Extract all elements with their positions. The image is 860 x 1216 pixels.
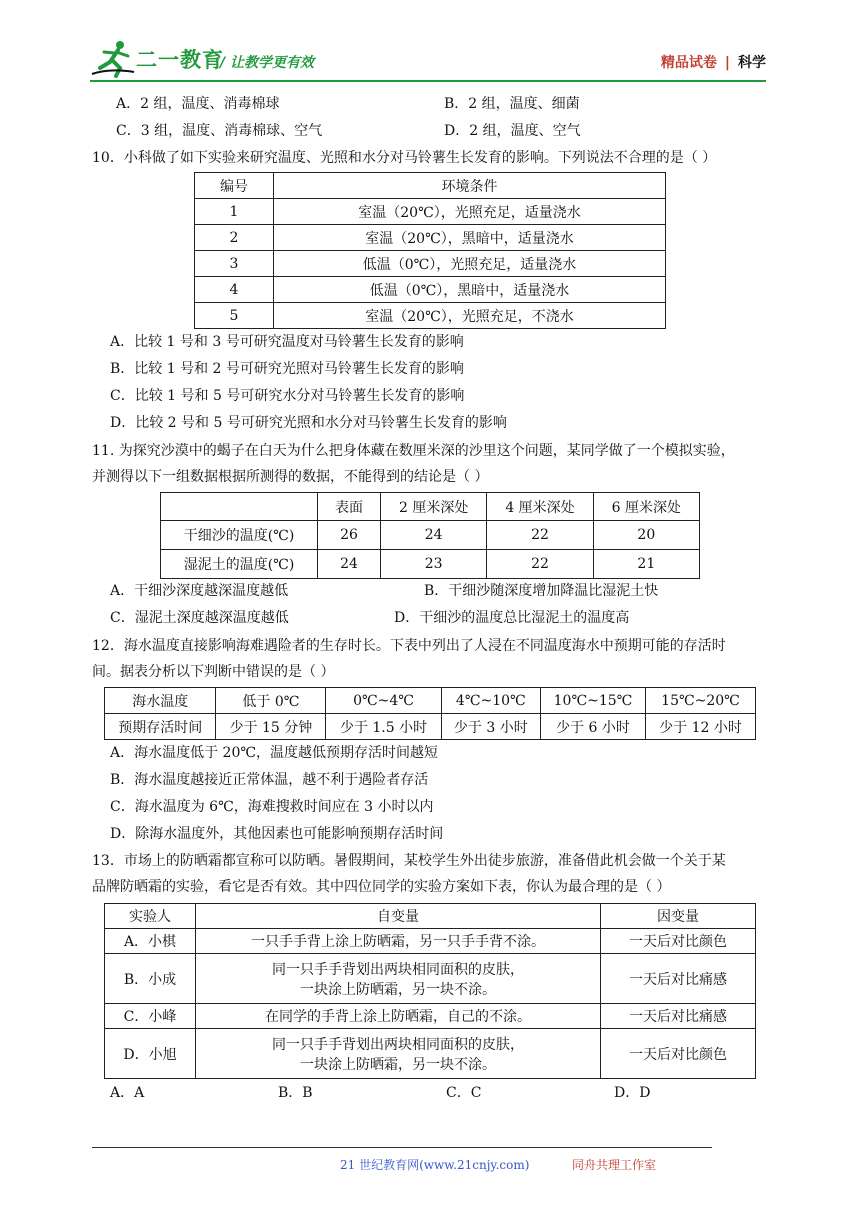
table-cell: 室温（20℃），黑暗中，适量浇水 (274, 225, 666, 251)
q12-option-c: C．海水温度为 6℃，海难搜救时间应在 3 小时以内 (110, 799, 434, 815)
q10-option-d: D．比较 2 号和 5 号可研究光照和水分对马铃薯生长发育的影响 (110, 415, 507, 431)
q13-option-a: A．A (110, 1085, 145, 1101)
q11-option-a: A．干细沙深度越深温度越低 (110, 583, 289, 599)
table-cell: 在同学的手背上涂上防晒霜，自己的不涂。 (196, 1004, 601, 1029)
subject-label: 科学 (738, 55, 766, 71)
table-row (105, 1004, 756, 1029)
table-row (105, 929, 756, 954)
q10-table (194, 172, 666, 329)
q13-option-b: B．B (278, 1085, 313, 1101)
table-cell: 室温（20℃），光照充足，适量浇水 (274, 199, 666, 225)
table-cell: 预期存活时间 (105, 714, 216, 740)
table-cell: 一天后对比颜色 (601, 1029, 756, 1079)
table-row (105, 714, 756, 740)
header-separator: | (724, 55, 730, 71)
q9-option-c: C．3 组，温度、消毒棉球、空气 (116, 123, 323, 139)
table-cell: 低温（0℃），光照充足，适量浇水 (274, 251, 666, 277)
table-row (105, 954, 756, 1004)
table-cell: 0℃~4℃ (326, 688, 441, 714)
table-header-cell: 4 厘米深处 (487, 493, 593, 521)
cell-line: 一块涂上防晒霜，另一块不涂。 (300, 1056, 496, 1073)
table-cell: 24 (318, 550, 381, 579)
q9-option-d: D．2 组，温度、空气 (444, 123, 581, 139)
table-row (195, 303, 666, 329)
table-row (195, 225, 666, 251)
running-figure-logo-icon (90, 38, 136, 78)
table-cell: 23 (381, 550, 487, 579)
table-cell: 一只手手背上涂上防晒霜，另一只手手背不涂。 (196, 929, 601, 954)
table-cell: 少于 3 小时 (441, 714, 540, 740)
q13-table (104, 903, 756, 1079)
table-cell: 海水温度 (105, 688, 216, 714)
table-row (195, 277, 666, 303)
table-row (161, 521, 700, 550)
table-cell: 少于 12 小时 (646, 714, 756, 740)
paper-tag: 精品试卷 (660, 55, 717, 71)
table-cell: 少于 6 小时 (540, 714, 645, 740)
table-row (105, 688, 756, 714)
table-cell (196, 1029, 601, 1079)
table-cell: 少于 15 分钟 (216, 714, 326, 740)
table-cell: 一天后对比痛感 (601, 954, 756, 1004)
q12-stem-line-2: 间。据表分析以下判断中错误的是（ ） (92, 664, 335, 680)
table-cell: 3 (195, 251, 274, 277)
table-header-cell: 表面 (318, 493, 381, 521)
table-header-cell: 6 厘米深处 (593, 493, 699, 521)
table-row (195, 199, 666, 225)
header-divider (90, 80, 766, 82)
table-row (161, 550, 700, 579)
q11-stem-line-2: 并测得以下一组数据根据所测得的数据，不能得到的结论是（ ） (92, 469, 489, 485)
table-cell: 20 (593, 521, 699, 550)
table-cell: 4℃~10℃ (441, 688, 540, 714)
cell-line: 一块涂上防晒霜，另一块不涂。 (300, 981, 496, 998)
footer-studio: 同舟共理工作室 (572, 1158, 657, 1172)
q12-table (104, 687, 756, 740)
page-header (90, 38, 766, 80)
header-right (661, 52, 766, 72)
table-cell: 低于 0℃ (216, 688, 326, 714)
q10-option-a: A．比较 1 号和 3 号可研究温度对马铃薯生长发育的影响 (110, 334, 464, 350)
cell-line: 同一只手手背划出两块相同面积的皮肤， (272, 1036, 524, 1053)
q13-stem-line-2: 品牌防晒霜的实验，看它是否有效。其中四位同学的实验方案如下表，你认为最合理的是（ ） (92, 879, 671, 895)
q13-option-d: D．D (614, 1085, 651, 1101)
table-cell: 1 (195, 199, 274, 225)
table-row (105, 904, 756, 929)
q13-option-c: C．C (446, 1085, 482, 1101)
q11-stem-line-1: 11. 为探究沙漠中的蝎子在白天为什么把身体藏在数厘米深的沙里这个问题，某同学做了一个模拟实验， (92, 443, 735, 459)
table-row (105, 1029, 756, 1079)
table-row (195, 173, 666, 199)
footer-divider (92, 1147, 712, 1148)
table-header-cell: 编号 (195, 173, 274, 199)
table-cell: 22 (487, 521, 593, 550)
q9-option-a: A．2 组，温度、消毒棉球 (116, 96, 280, 112)
q13-stem-line-1: 13．市场上的防晒霜都宣称可以防晒。暑假期间，某校学生外出徒步旅游，准备借此机会做一个关于某 (92, 853, 726, 869)
q11-option-d: D．干细沙的温度总比湿泥土的温度高 (394, 610, 630, 626)
table-header-cell: 因变量 (601, 904, 756, 929)
q10-stem: 10．小科做了如下实验来研究温度、光照和水分对马铃薯生长发育的影响。下列说法不合理的是（ ） (92, 150, 717, 166)
table-cell: 5 (195, 303, 274, 329)
table-cell: B．小成 (105, 954, 196, 1004)
q12-option-a: A．海水温度低于 20℃，温度越低预期存活时间越短 (110, 745, 439, 761)
q10-option-b: B．比较 1 号和 2 号可研究光照对马铃薯生长发育的影响 (110, 361, 464, 377)
cell-line: 同一只手手背划出两块相同面积的皮肤， (272, 961, 524, 978)
table-cell (196, 954, 601, 1004)
q12-option-b: B．海水温度越接近正常体温，越不利于遇险者存活 (110, 772, 429, 788)
table-cell: 26 (318, 521, 381, 550)
table-row (161, 493, 700, 521)
table-cell: 湿泥土的温度(℃) (161, 550, 318, 579)
table-cell: 24 (381, 521, 487, 550)
q12-stem-line-1: 12．海水温度直接影响海难遇险者的生存时长。下表中列出了人浸在不同温度海水中预期可能的存活时 (92, 638, 726, 654)
table-cell: C．小峰 (105, 1004, 196, 1029)
table-cell: 少于 1.5 小时 (326, 714, 441, 740)
table-header-cell (161, 493, 318, 521)
table-cell: 10℃~15℃ (540, 688, 645, 714)
table-cell: 一天后对比痛感 (601, 1004, 756, 1029)
table-cell: 22 (487, 550, 593, 579)
footer-site-link[interactable]: 21 世纪教育网(www.21cnjy.com) (340, 1158, 530, 1172)
q11-option-c: C．湿泥土深度越深温度越低 (110, 610, 289, 626)
brand-slogan: / 让教学更有效 (220, 55, 314, 71)
table-cell: 21 (593, 550, 699, 579)
table-header-cell: 环境条件 (274, 173, 666, 199)
table-cell: 干细沙的温度(℃) (161, 521, 318, 550)
table-header-cell: 2 厘米深处 (381, 493, 487, 521)
table-header-cell: 自变量 (196, 904, 601, 929)
table-cell: 室温（20℃），光照充足，不浇水 (274, 303, 666, 329)
table-header-cell: 实验人 (105, 904, 196, 929)
table-cell: 一天后对比颜色 (601, 929, 756, 954)
table-row (195, 251, 666, 277)
table-cell: 4 (195, 277, 274, 303)
brand-name: 二一教育 (136, 48, 224, 72)
q10-option-c: C．比较 1 号和 5 号可研究水分对马铃薯生长发育的影响 (110, 388, 465, 404)
table-cell: A．小棋 (105, 929, 196, 954)
q12-option-d: D．除海水温度外，其他因素也可能影响预期存活时间 (110, 826, 444, 842)
q9-option-b: B．2 组，温度、细菌 (444, 96, 580, 112)
table-cell: 15℃~20℃ (646, 688, 756, 714)
table-cell: 2 (195, 225, 274, 251)
table-cell: 低温（0℃），黑暗中，适量浇水 (274, 277, 666, 303)
table-cell: D．小旭 (105, 1029, 196, 1079)
q11-option-b: B．干细沙随深度增加降温比湿泥土快 (424, 583, 659, 599)
q11-table (160, 492, 700, 579)
